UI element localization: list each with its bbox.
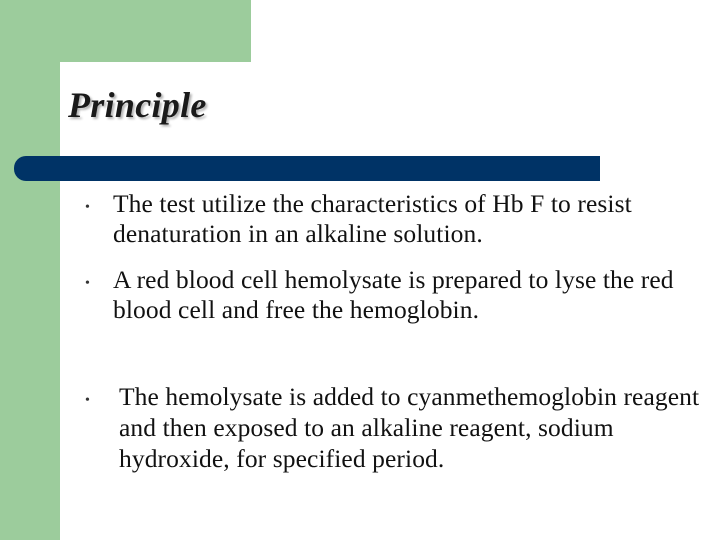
bullet-item-2: [85, 265, 703, 325]
bullet-item-1: [85, 189, 703, 249]
bullet-dot-icon: •: [85, 200, 90, 215]
bullet-text-1: The test utilize the characteristics of Hb F to resist denaturation in an alkaline solution.: [113, 189, 632, 248]
bullet-text-3: The hemolysate is added to cyanmethemoglobin reagent and then exposed to an alkaline reagent, sodium hydroxide, for specified period.: [119, 382, 700, 473]
bullet-text-2: A red blood cell hemolysate is prepared to lyse the red blood cell and free the hemoglobin.: [113, 265, 674, 324]
bullet-dot-icon: •: [85, 393, 90, 408]
green-left-band: [0, 0, 60, 540]
slide-title: Principle: [68, 85, 207, 125]
bullet-item-3: [85, 381, 703, 474]
bullet-dot-icon: •: [85, 276, 90, 291]
title-underline-bar: [14, 156, 600, 181]
